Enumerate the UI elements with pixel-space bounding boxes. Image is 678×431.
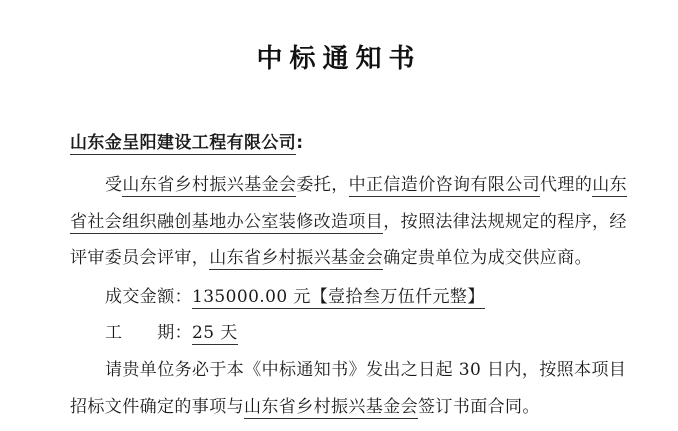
client-name: 山东省乡村振兴基金会 xyxy=(122,175,297,195)
text-segment: 受 xyxy=(105,175,123,195)
text-segment: 委托， xyxy=(296,175,349,195)
period-value: 25 天 xyxy=(192,323,238,343)
para1-line3 xyxy=(70,246,592,270)
text-segment: 确定贵单位为成交供应商。 xyxy=(383,248,593,268)
text-segment: ，按照法律法规规定的程序，经 xyxy=(383,212,627,232)
document-title: 中标通知书 xyxy=(256,44,422,74)
amount-label: 成交金额： xyxy=(105,287,192,307)
text-segment: 招标文件确定的事项与 xyxy=(70,397,244,417)
text-segment: 请贵单位务必于本《中标通知书》发出之日起 30 日内，按照本项目 xyxy=(105,360,627,380)
para1-line2 xyxy=(70,210,627,234)
client-name: 山东省乡村振兴基金会 xyxy=(244,397,418,417)
addressee-company: 山东金呈阳建设工程有限公司 xyxy=(70,133,297,153)
para1-line1 xyxy=(105,173,627,197)
text-segment: 代理的 xyxy=(540,175,593,195)
addressee-colon: : xyxy=(296,133,304,153)
amount-value: 135000.00 元【壹拾叁万伍仟元整】 xyxy=(192,287,485,307)
period-line xyxy=(105,321,238,345)
project-name: 省社会组织融创基地办公室装修改造项目 xyxy=(70,212,384,232)
amount-line xyxy=(105,285,485,309)
text-segment: 评审委员会评审， xyxy=(70,248,210,268)
addressee-line xyxy=(70,131,303,155)
client-name: 山东省乡村振兴基金会 xyxy=(209,248,384,268)
para2-line2 xyxy=(70,395,540,419)
text-segment: 签订书面合同。 xyxy=(418,397,540,417)
project-name-start: 山东 xyxy=(592,175,628,195)
agency-name: 中正信造价咨询有限公司 xyxy=(348,175,541,195)
para2-line1 xyxy=(105,358,626,382)
period-label: 工 期： xyxy=(105,323,192,343)
